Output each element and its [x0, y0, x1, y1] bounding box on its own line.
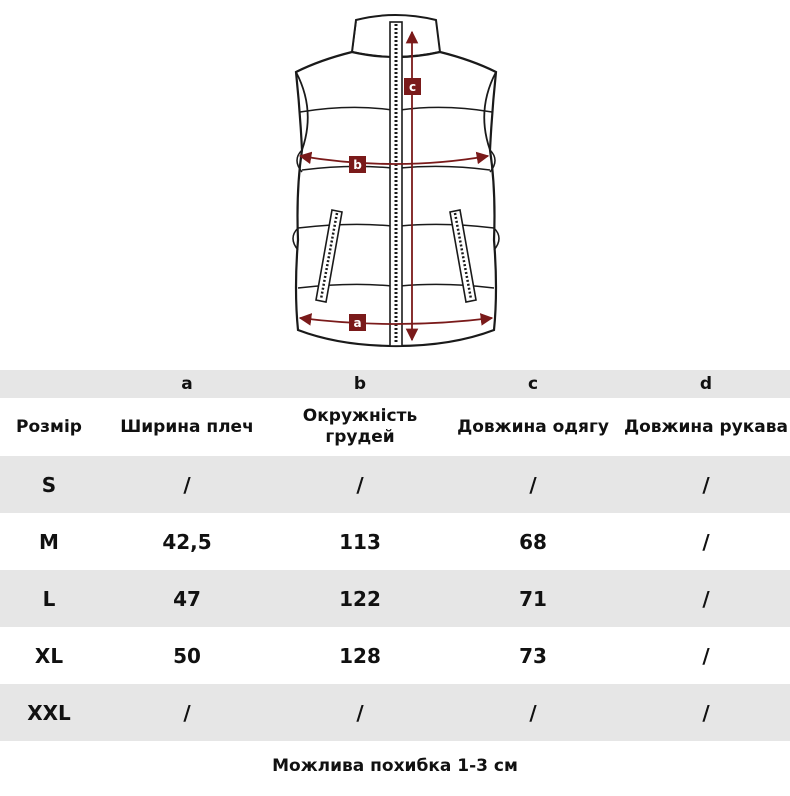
table-row — [0, 684, 790, 741]
value-cell: 68 — [519, 529, 547, 554]
value-cell: / — [702, 586, 710, 611]
size-cell: XL — [34, 643, 64, 668]
letter-a: a — [181, 374, 193, 394]
value-cell: 73 — [519, 643, 547, 668]
size-cell: M — [39, 529, 59, 554]
size-cell: XXL — [27, 700, 71, 725]
table-row — [0, 627, 790, 684]
header-chest: Окружність грудей — [302, 406, 418, 447]
value-cell: / — [702, 472, 710, 497]
value-cell: / — [183, 700, 191, 725]
table-header-row — [0, 398, 790, 456]
tolerance-note: Можлива похибка 1-3 см — [272, 756, 518, 776]
value-cell: 128 — [339, 643, 381, 668]
value-cell: / — [183, 472, 191, 497]
value-cell: / — [702, 700, 710, 725]
table-row — [0, 456, 790, 513]
table-row — [0, 570, 790, 627]
value-cell: 113 — [339, 529, 381, 554]
value-cell: 122 — [339, 586, 381, 611]
header-sleeve: Довжина рукава — [623, 416, 789, 437]
value-cell: 47 — [173, 586, 201, 611]
marker-a: a — [353, 316, 362, 330]
size-header: Розмір — [16, 416, 82, 437]
size-table — [0, 370, 790, 741]
value-cell: / — [529, 472, 537, 497]
value-cell: / — [356, 700, 364, 725]
value-cell: / — [702, 643, 710, 668]
value-cell: / — [529, 700, 537, 725]
vest-illustration — [0, 0, 790, 360]
marker-b: b — [353, 158, 362, 172]
value-cell: / — [356, 472, 364, 497]
value-cell: / — [702, 529, 710, 554]
zipper — [390, 22, 402, 346]
letter-c: c — [527, 374, 539, 394]
letter-b: b — [353, 374, 367, 394]
column-letters-row — [0, 370, 790, 398]
table-row — [0, 513, 790, 570]
value-cell: 42,5 — [162, 529, 212, 554]
vest-diagram — [0, 0, 790, 360]
marker-c: c — [408, 80, 417, 94]
size-cell: S — [41, 472, 57, 497]
letter-d: d — [699, 374, 713, 394]
value-cell: 71 — [519, 586, 547, 611]
value-cell: 50 — [173, 643, 201, 668]
header-shoulder-width: Ширина плеч — [120, 416, 254, 437]
size-cell: L — [42, 586, 56, 611]
header-length: Довжина одягу — [457, 416, 609, 437]
